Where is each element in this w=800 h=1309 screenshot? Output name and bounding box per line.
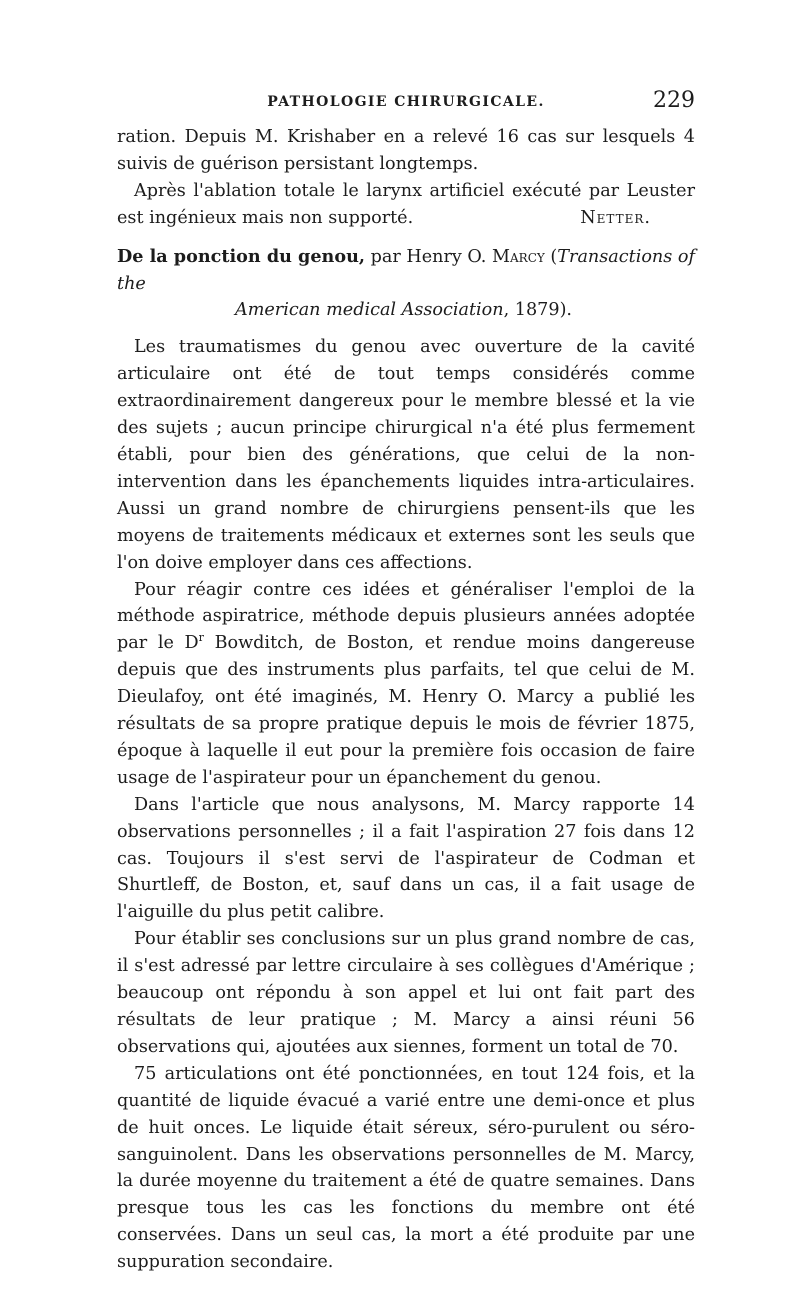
- article-paragraph-1: Les traumatismes du genou avec ouverture de la cavité articulaire ont été de tout temps considérés comme extraordinairement dangereux pour le membre blessé et la vie des sujets ; aucun principe chirurgical n'a été plus fermement établi, pour bien des générations, que celui de la non-intervention dans les épanchements liquides intra-articulaires. Aussi un grand nombre de chirurgiens pensent-ils que les moyens de traitements médicaux et externes sont les seuls que l'on doive employer dans ces affections.: [117, 337, 695, 573]
- article-title-main: De la ponction du genou,: [117, 245, 365, 267]
- running-title: PATHOLOGIE CHIRURGICALE.: [267, 94, 545, 110]
- article-title: [117, 244, 695, 325]
- paragraph-2-text-b: Bowditch, de Boston, et rendue moins dangereuse depuis que des instruments plus parfaits, tel que celui de M. Dieulafoy, ont été imaginés, M. Henry O. Marcy a publié les résultats de sa propre pratique depuis le mois de février 1875, époque à laquelle il eut pour la première fois occasion de faire usage de l'aspirateur pour un épanchement du genou.: [117, 633, 695, 788]
- running-head: [117, 88, 695, 124]
- document-page: [0, 88, 800, 1309]
- article-source-open: (: [544, 246, 558, 267]
- article-paragraph-2: [117, 577, 695, 792]
- author-signature: Netter.: [580, 207, 651, 228]
- article-author-surname: Marcy: [492, 246, 545, 267]
- article-paragraph-4: Pour établir ses conclusions sur un plus grand nombre de cas, il s'est adressé par lettre circulaire à ses collègues d'Amérique ; beaucoup ont répondu à son appel et lui ont fait part des résultats de leur pratique ; M. Marcy a ainsi réuni 56 observations qui, ajoutées aux siennes, forment un total de 70.: [117, 929, 695, 1057]
- article-source-line2: [117, 297, 695, 324]
- page-number: 229: [653, 88, 695, 113]
- doctor-abbreviation-superscript: r: [198, 631, 204, 645]
- article-source-year: , 1879).: [503, 300, 573, 321]
- previous-article-continuation: ration. Depuis M. Krishaber en a relevé 16 cas sur lesquels 4 suivis de guérison persistant longtemps.: [117, 127, 695, 174]
- closing-text: Après l'ablation totale le larynx artificiel exécuté par Leuster est ingénieux mais non supporté.: [117, 180, 695, 228]
- article-title-by: par Henry O.: [365, 246, 492, 267]
- body-text: [117, 124, 695, 1276]
- article-paragraph-3: Dans l'article que nous analysons, M. Marcy rapporte 14 observations personnelles ; il a fait l'aspiration 27 fois dans 12 cas. Toujours il s'est servi de l'aspirateur de Codman et Shurtleff, de Boston, et, sauf dans un cas, il a fait usage de l'aiguille du plus petit calibre.: [117, 794, 695, 923]
- article-paragraph-5: 75 articulations ont été ponctionnées, en tout 124 fois, et la quantité de liquide évacué a varié entre une demi-once et plus de huit onces. Le liquide était séreux, séro-purulent ou séro-sanguinolent. Dans les observations personnelles de M. Marcy, la durée moyenne du traitement a été de quatre semaines. Dans presque tous les cas les fonctions du membre ont été conservées. Dans un seul cas, la mort a été produite par une suppuration secondaire.: [117, 1063, 695, 1273]
- article-source-journal-line2: American medical Association: [235, 300, 504, 321]
- article-source-journal-line1: Transactions of the: [117, 246, 695, 294]
- paragraph-2-text-a: Pour réagir contre ces idées et généraliser l'emploi de la méthode aspiratrice, méthode depuis plusieurs années adoptée par le D: [117, 579, 695, 654]
- previous-article-closing-paragraph: [117, 178, 695, 232]
